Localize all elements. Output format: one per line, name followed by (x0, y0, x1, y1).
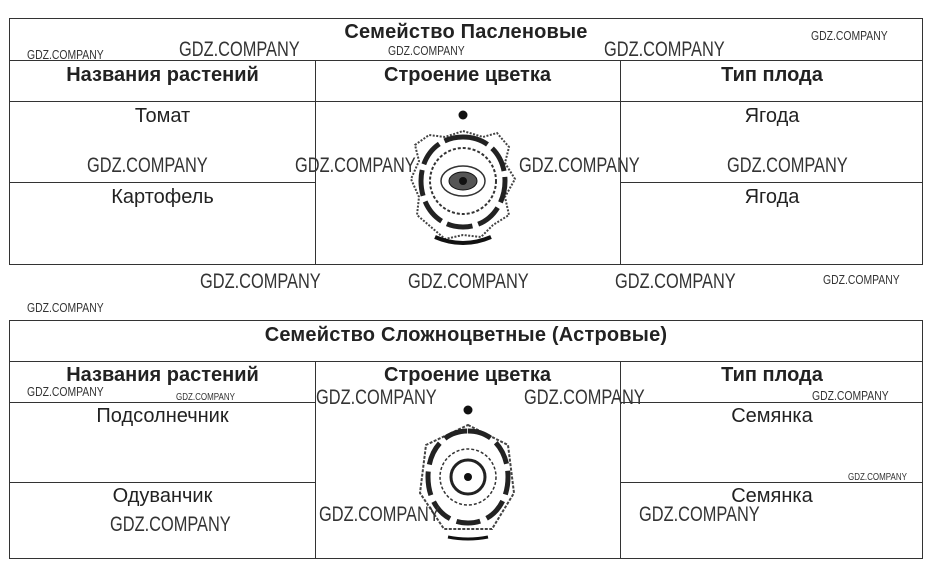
watermark-text: GDZ.COMPANY (604, 38, 725, 61)
column-header-fruit-type: Тип плода (721, 364, 823, 386)
fruit-type: Семянка (731, 485, 813, 507)
watermark-text: GDZ.COMPANY (811, 28, 888, 43)
column-header-fruit-type: Тип плода (721, 64, 823, 86)
watermark-text: GDZ.COMPANY (727, 154, 848, 177)
watermark-text: GDZ.COMPANY (179, 38, 300, 61)
watermark-text: GDZ.COMPANY (388, 43, 465, 58)
plant-name: Одуванчик (112, 485, 213, 507)
asteraceae-flower-diagram-icon (408, 401, 528, 551)
watermark-text: GDZ.COMPANY (615, 270, 736, 293)
column-header-plant-names: Названия растений (66, 364, 259, 386)
column-header-flower-structure: Строение цветка (384, 364, 551, 386)
watermark-text: GDZ.COMPANY (639, 503, 760, 526)
column-header-flower-structure: Строение цветка (384, 64, 551, 86)
watermark-text: GDZ.COMPANY (319, 503, 440, 526)
watermark-text: GDZ.COMPANY (524, 386, 645, 409)
watermark-text: GDZ.COMPANY (408, 270, 529, 293)
watermark-text: GDZ.COMPANY (176, 392, 235, 403)
watermark-text: GDZ.COMPANY (848, 472, 907, 483)
watermark-text: GDZ.COMPANY (519, 154, 640, 177)
divider (10, 482, 315, 483)
fruit-type: Ягода (744, 186, 800, 208)
divider (10, 361, 922, 362)
family-title: Семейство Сложноцветные (Астровые) (264, 324, 668, 346)
family-title: Семейство Пасленовые (344, 21, 588, 43)
solanaceae-flower-diagram-icon (405, 103, 525, 253)
fruit-type: Семянка (731, 405, 813, 427)
watermark-text: GDZ.COMPANY (27, 384, 104, 399)
fruit-type: Ягода (744, 105, 800, 127)
solanaceae-table (9, 18, 923, 265)
watermark-text: GDZ.COMPANY (823, 272, 900, 287)
divider (10, 182, 315, 183)
watermark-text: GDZ.COMPANY (295, 154, 416, 177)
watermark-text: GDZ.COMPANY (200, 270, 321, 293)
watermark-text: GDZ.COMPANY (27, 300, 104, 315)
watermark-text: GDZ.COMPANY (27, 47, 104, 62)
watermark-text: GDZ.COMPANY (812, 388, 889, 403)
divider (10, 101, 922, 102)
watermark-text: GDZ.COMPANY (87, 154, 208, 177)
plant-name: Картофель (111, 186, 214, 208)
plant-name: Томат (134, 105, 191, 127)
watermark-text: GDZ.COMPANY (110, 513, 231, 536)
divider (620, 182, 922, 183)
plant-name: Подсолнечник (96, 405, 229, 427)
column-header-plant-names: Названия растений (66, 64, 259, 86)
divider (10, 402, 315, 403)
watermark-text: GDZ.COMPANY (316, 386, 437, 409)
divider (10, 60, 922, 61)
